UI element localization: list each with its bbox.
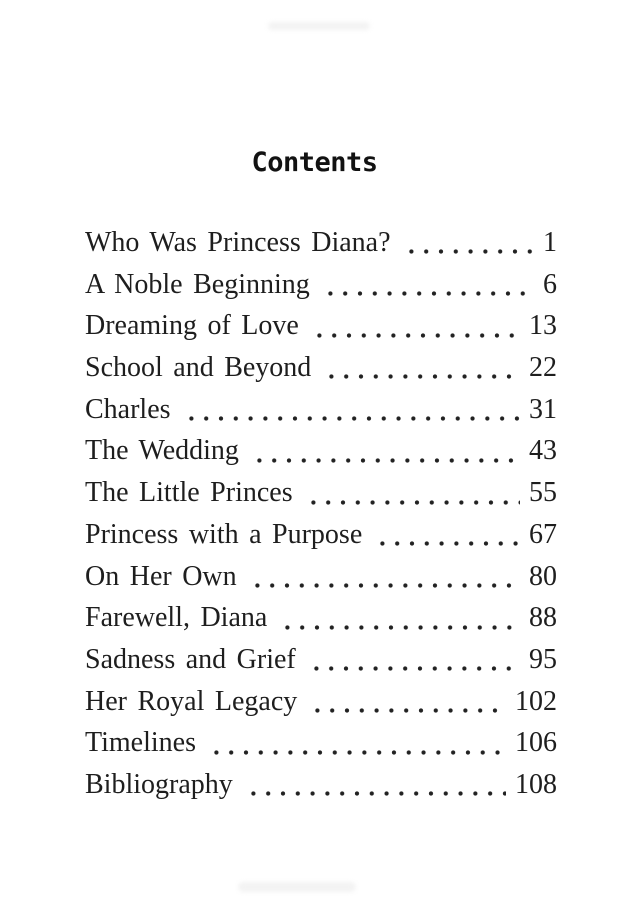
- chapter-title: Farewell, Diana: [85, 602, 268, 634]
- ink-bleed-artifact-top: [268, 22, 370, 30]
- dot-leader: [307, 681, 506, 723]
- page-number: 6: [543, 268, 557, 300]
- chapter-title: Who Was Princess Diana?: [85, 227, 391, 258]
- page-number: 55: [529, 477, 557, 509]
- chapter-title: Sadness and Grief: [85, 643, 296, 675]
- page-number: 31: [529, 393, 557, 425]
- dot-leader: [303, 472, 520, 514]
- page-number: 1: [543, 227, 557, 258]
- toc-entry: [85, 514, 557, 556]
- toc-entry: [85, 472, 557, 514]
- chapter-title: The Wedding: [85, 435, 239, 467]
- chapter-title: Timelines: [85, 727, 196, 759]
- dot-leader: [372, 514, 520, 556]
- dot-leader: [277, 597, 520, 639]
- toc-entry: [85, 722, 557, 764]
- dot-leader: [321, 347, 520, 389]
- page-number: 67: [529, 518, 557, 550]
- page-number: 43: [529, 435, 557, 467]
- page-number: 102: [515, 685, 557, 717]
- dot-leader: [181, 389, 520, 431]
- toc-entry: [85, 681, 557, 723]
- chapter-title: The Little Princes: [85, 477, 293, 509]
- chapter-title: School and Beyond: [85, 352, 312, 384]
- dot-leader: [247, 556, 520, 598]
- toc-entry: [85, 347, 557, 389]
- page-number: 108: [515, 768, 557, 800]
- dot-leader: [206, 722, 506, 764]
- chapter-title: Dreaming of Love: [85, 310, 299, 342]
- dot-leader: [401, 222, 534, 264]
- page-number: 106: [515, 727, 557, 759]
- chapter-title: Princess with a Purpose: [85, 518, 363, 550]
- toc-entry: [85, 556, 557, 598]
- toc-entry: [85, 639, 557, 681]
- toc-entry: [85, 264, 557, 306]
- chapter-title: Her Royal Legacy: [85, 685, 298, 717]
- chapter-title: On Her Own: [85, 560, 237, 592]
- dot-leader: [309, 305, 520, 347]
- toc-entry: [85, 222, 557, 264]
- page-title: Contents: [251, 147, 378, 178]
- dot-leader: [243, 764, 506, 806]
- dot-leader: [320, 264, 534, 306]
- page-number: 80: [529, 560, 557, 592]
- page-number: 88: [529, 602, 557, 634]
- chapter-title: A Noble Beginning: [85, 268, 310, 300]
- table-of-contents: [0, 222, 629, 806]
- chapter-title: Charles: [85, 393, 171, 425]
- chapter-title: Bibliography: [85, 768, 233, 800]
- dot-leader: [306, 639, 520, 681]
- toc-entry: [85, 389, 557, 431]
- ink-bleed-artifact-bottom: [238, 882, 356, 892]
- toc-entry: [85, 597, 557, 639]
- toc-entry: [85, 305, 557, 347]
- page-number: 13: [529, 310, 557, 342]
- toc-entry: [85, 764, 557, 806]
- toc-entry: [85, 430, 557, 472]
- dot-leader: [249, 430, 520, 472]
- page-number: 22: [529, 352, 557, 384]
- page-number: 95: [529, 643, 557, 675]
